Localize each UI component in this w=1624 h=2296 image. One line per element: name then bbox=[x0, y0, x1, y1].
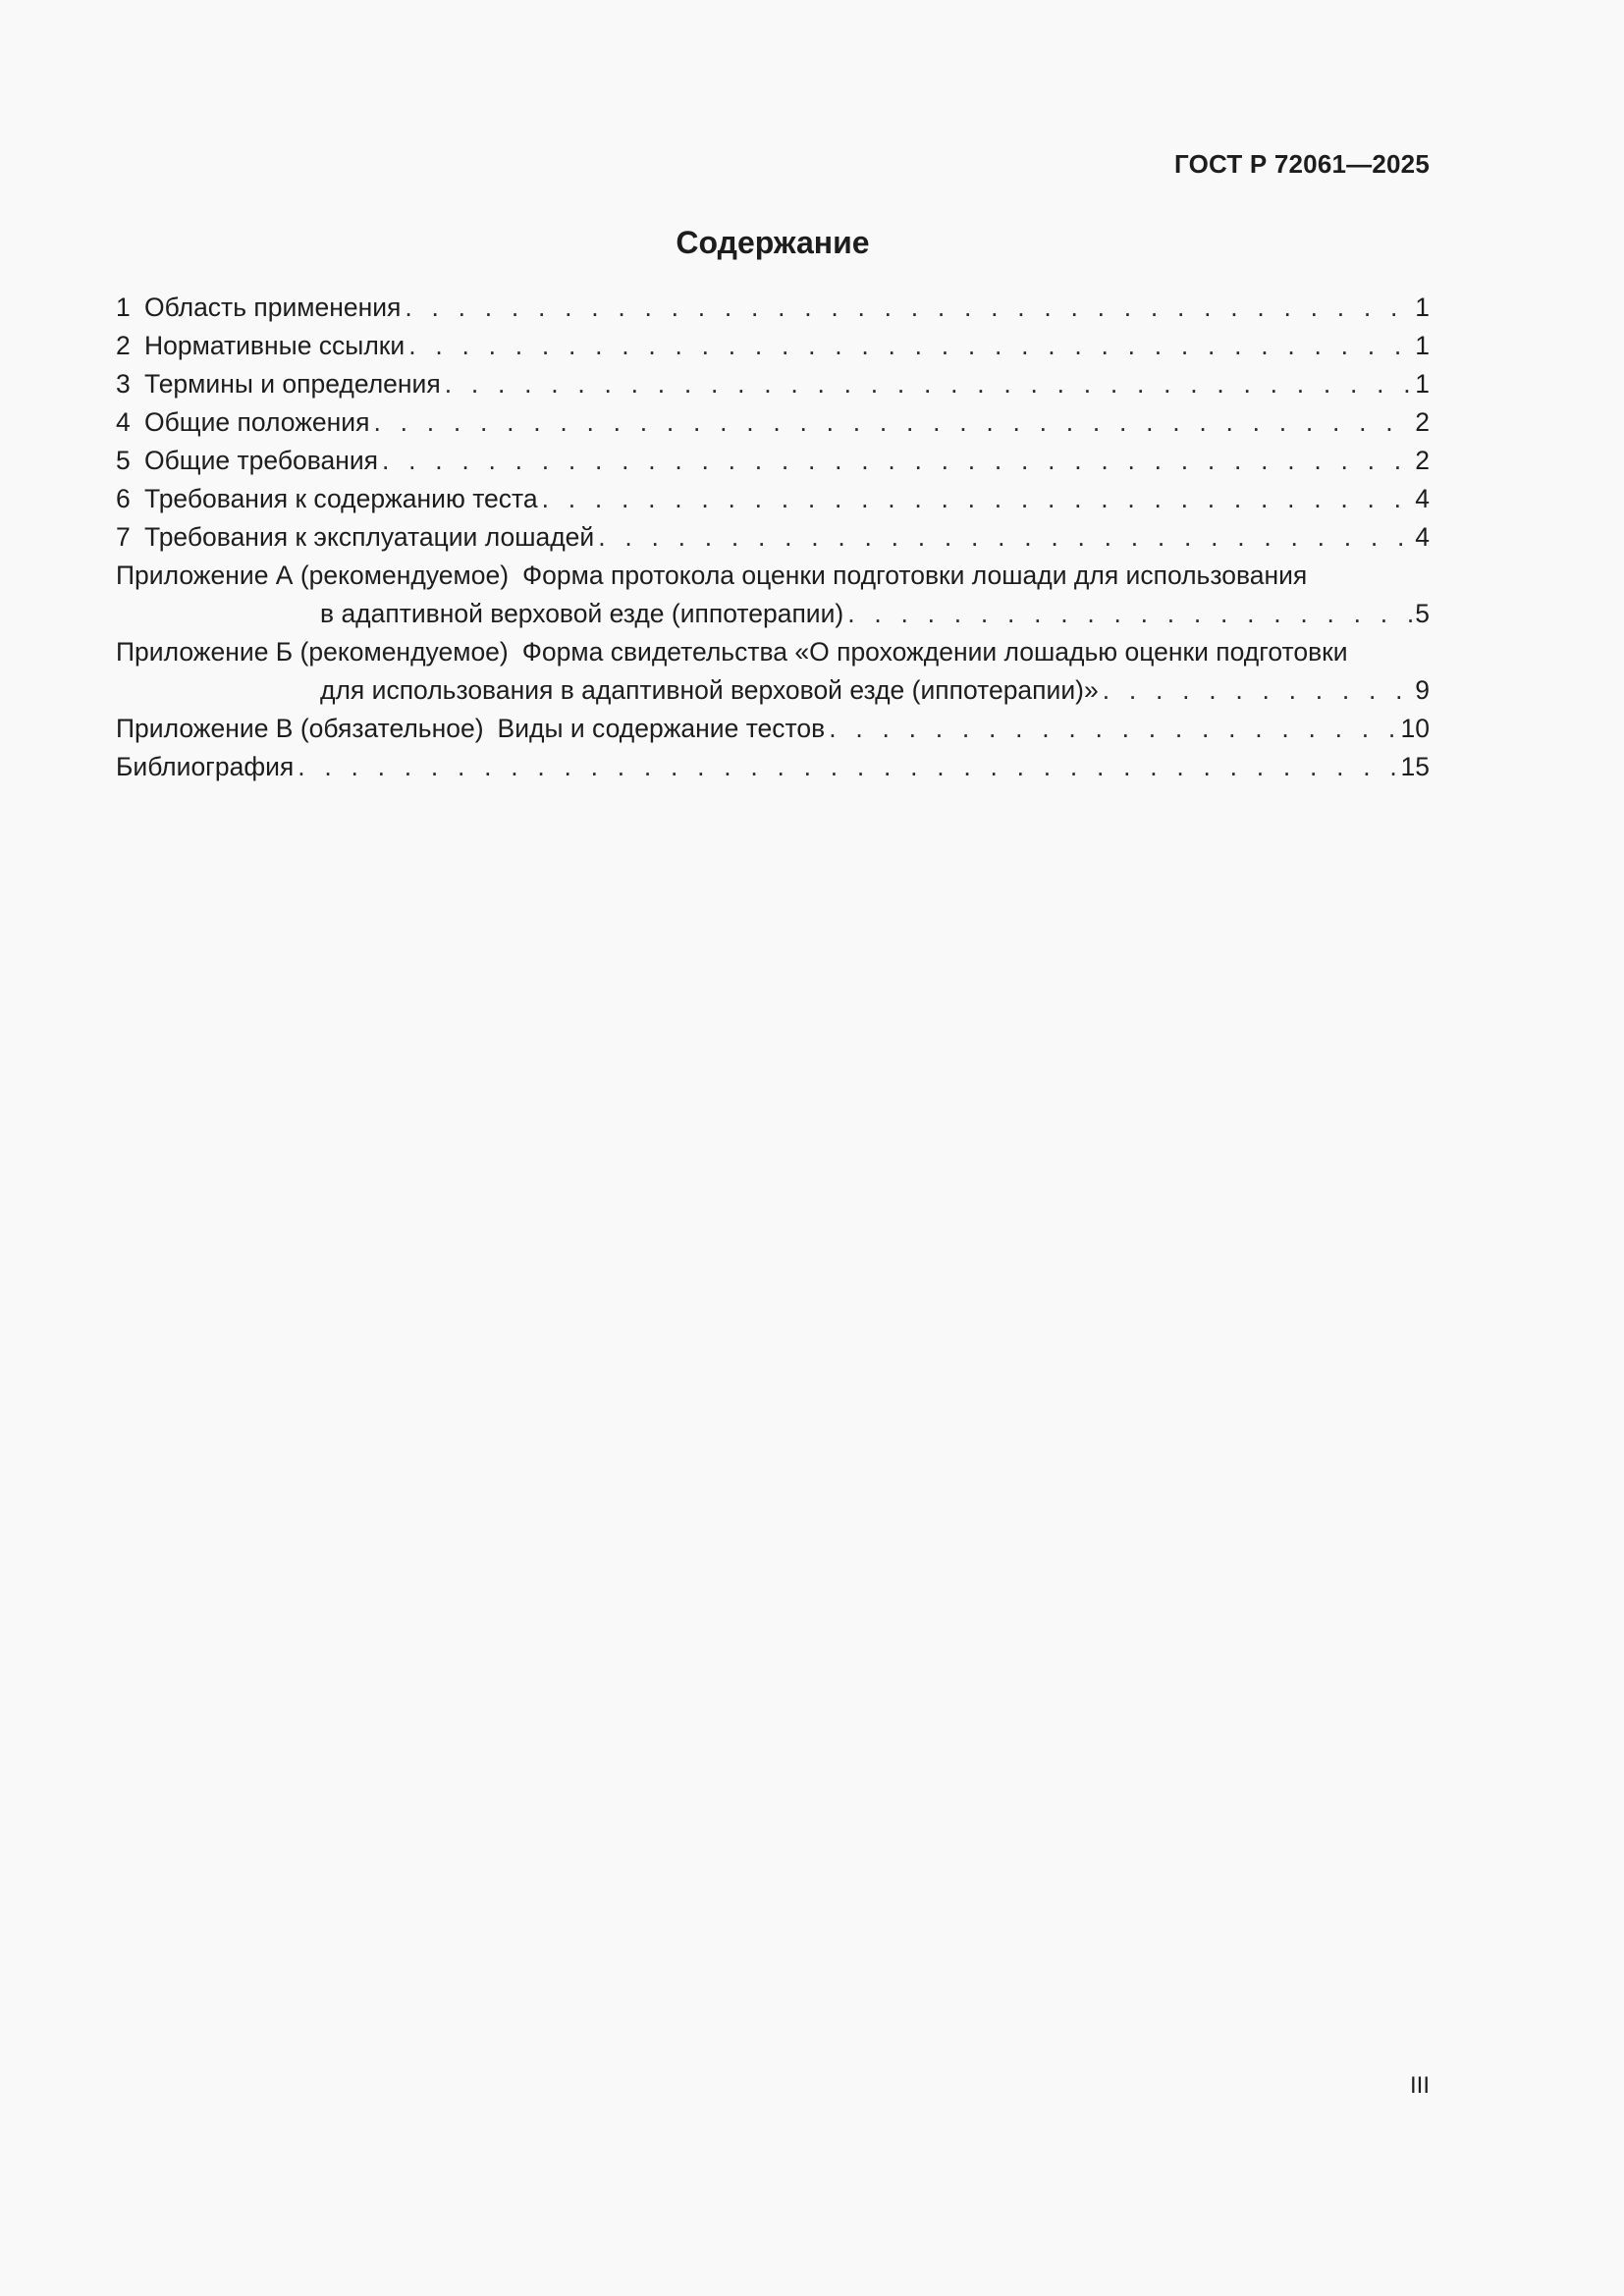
toc-entry-label: Термины и определения bbox=[144, 369, 441, 399]
toc-entry-label: Библиография bbox=[116, 752, 295, 781]
toc-leader-dots bbox=[445, 365, 1414, 403]
toc-leader-dots bbox=[598, 518, 1413, 557]
toc-leader-dots bbox=[847, 595, 1413, 633]
toc-entry-2[interactable] bbox=[116, 327, 1430, 365]
toc-entry-page: 1 bbox=[1415, 331, 1430, 360]
toc-leader-dots bbox=[408, 327, 1413, 365]
toc-entry-number: 6 bbox=[116, 484, 131, 513]
toc-entry-page: 5 bbox=[1415, 599, 1430, 628]
toc-entry-page: 1 bbox=[1415, 369, 1430, 399]
toc-entry-label: Общие положения bbox=[144, 407, 370, 437]
toc-appendix-heading: Приложение Б (рекомендуемое) bbox=[116, 637, 509, 667]
toc-appendix-title: Виды и содержание тестов bbox=[497, 714, 826, 743]
toc-leader-dots bbox=[405, 289, 1413, 327]
toc-leader-dots bbox=[829, 710, 1398, 748]
toc-entry-label: Требования к эксплуатации лошадей bbox=[144, 522, 595, 552]
toc-appendix-heading: Приложение В (обязательное) bbox=[116, 714, 484, 743]
toc-entry-page: 4 bbox=[1415, 484, 1430, 513]
toc-leader-dots bbox=[382, 442, 1413, 480]
toc-entry-number: 7 bbox=[116, 522, 131, 552]
toc-entry-number: 1 bbox=[116, 293, 131, 322]
toc-entry-number: 4 bbox=[116, 407, 131, 437]
toc-entry-label: Нормативные ссылки bbox=[144, 331, 406, 360]
toc-entry-label: Общие требования bbox=[144, 446, 379, 475]
toc-appendix-title-continued: в адаптивной верховой езде (иппотерапии) bbox=[320, 599, 844, 628]
toc-entry-bibliography[interactable] bbox=[116, 748, 1430, 786]
toc-entry-page: 1 bbox=[1415, 293, 1430, 322]
toc-entry-4[interactable] bbox=[116, 403, 1430, 442]
toc-entry-number: 2 bbox=[116, 331, 131, 360]
toc-leader-dots bbox=[373, 403, 1413, 442]
document-code: ГОСТ Р 72061—2025 bbox=[1174, 149, 1430, 179]
toc-appendix-a[interactable] bbox=[116, 557, 1430, 633]
toc-appendix-title-continued: для использования в адаптивной верховой езде (иппотерапии)» bbox=[320, 675, 1099, 705]
toc-entry-label: Область применения bbox=[144, 293, 402, 322]
toc-entry-page: 2 bbox=[1415, 446, 1430, 475]
toc-entry-1[interactable] bbox=[116, 289, 1430, 327]
toc-leader-dots bbox=[298, 748, 1398, 786]
toc-appendix-title: Форма свидетельства «О прохождении лошадью оценки подготовки bbox=[521, 637, 1348, 667]
toc-entry-6[interactable] bbox=[116, 480, 1430, 518]
toc-entry-page: 10 bbox=[1400, 714, 1430, 743]
toc-entry-5[interactable] bbox=[116, 442, 1430, 480]
toc-entry-page: 9 bbox=[1415, 675, 1430, 705]
toc-leader-dots bbox=[1103, 671, 1414, 710]
toc-entry-page: 15 bbox=[1400, 752, 1430, 781]
toc-entry-3[interactable] bbox=[116, 365, 1430, 403]
toc-appendix-v[interactable] bbox=[116, 710, 1430, 748]
page-title: Содержание bbox=[676, 225, 870, 260]
toc-entry-page: 2 bbox=[1415, 407, 1430, 437]
page-number: III bbox=[1409, 2072, 1430, 2099]
toc-appendix-heading: Приложение А (рекомендуемое) bbox=[116, 561, 510, 590]
toc-leader-dots bbox=[542, 480, 1414, 518]
toc-appendix-b[interactable] bbox=[116, 633, 1430, 710]
toc-entry-7[interactable] bbox=[116, 518, 1430, 557]
toc-appendix-title: Форма протокола оценки подготовки лошади для использования bbox=[522, 561, 1308, 590]
toc-entry-page: 4 bbox=[1415, 522, 1430, 552]
toc-entry-number: 3 bbox=[116, 369, 131, 399]
toc-entry-number: 5 bbox=[116, 446, 131, 475]
table-of-contents bbox=[116, 289, 1430, 786]
toc-entry-label: Требования к содержанию теста bbox=[144, 484, 538, 513]
